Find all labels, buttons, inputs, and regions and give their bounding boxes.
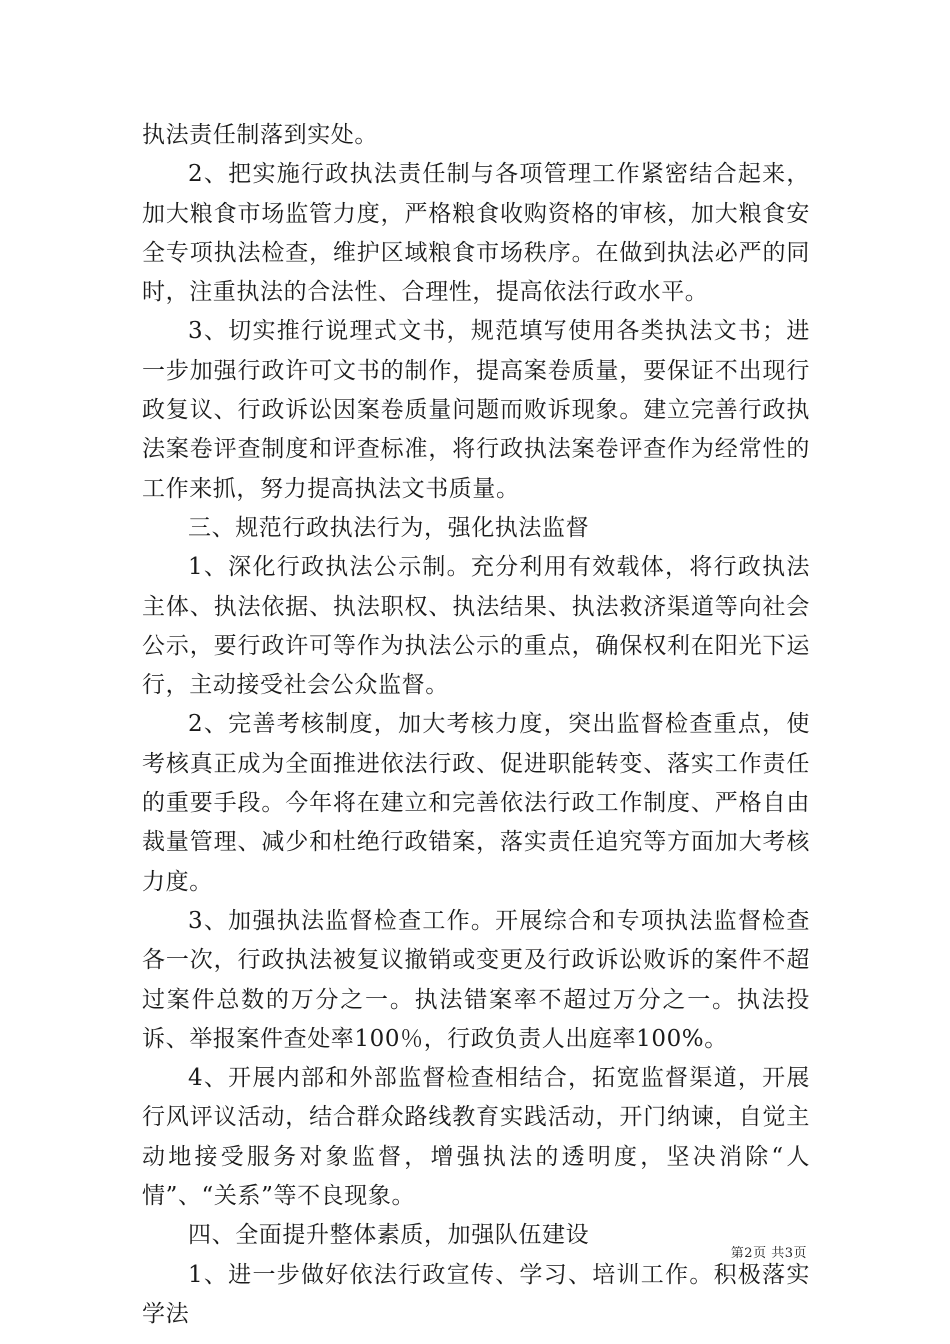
footer-total-pages: 3 (784, 1246, 794, 1261)
paragraph-10: 1、进一步做好依法行政宣传、学习、培训工作。积极落实学法 (142, 1261, 810, 1327)
footer-suffix: 页 (793, 1246, 807, 1261)
footer-current-page: 2 (744, 1246, 754, 1261)
paragraph-3: 3、切实推行说理式文书，规范填写使用各类执法文书；进一步加强行政许可文书的制作，提高案卷质量，要保证不出现行政复议、行政诉讼因案卷质量问题而败诉现象。建立完善行政执法案卷评查制度和评查标准，将行政执法案卷评查作为经常性的工作来抓，努力提高执法文书质量。 (142, 318, 810, 502)
paragraph-8: 4、开展内部和外部监督检查相结合，拓宽监督渠道，开展行风评议活动，结合群众路线教育实践活动，开门纳谏，自觉主动地接受服务对象监督，增强执法的透明度，坚决消除“人情”、“关系”等不良现象。 (142, 1065, 810, 1210)
paragraph-5: 1、深化行政执法公示制。充分利用有效载体，将行政执法主体、执法依据、执法职权、执法结果、执法救济渠道等向社会公示，要行政许可等作为执法公示的重点，确保权利在阳光下运行，主动接受社会公众监督。 (142, 554, 810, 699)
footer-prefix: 第 (730, 1246, 745, 1261)
page-footer (731, 1246, 807, 1262)
footer-middle: 页 共 (753, 1246, 785, 1261)
paragraph-6: 2、完善考核制度，加大考核力度，突出监督检查重点，使考核真正成为全面推进依法行政、促进职能转变、落实工作责任的重要手段。今年将在建立和完善依法行政工作制度、严格自由裁量管理、减少和杜绝行政错案，落实责任追究等方面加大考核力度。 (142, 711, 810, 895)
section-heading-4: 四、全面提升整体素质，加强队伍建设 (188, 1222, 590, 1249)
document-body (142, 116, 810, 1334)
section-heading-3: 三、规范行政执法行为，强化执法监督 (188, 514, 590, 541)
paragraph-2: 2、把实施行政执法责任制与各项管理工作紧密结合起来，加大粮食市场监管力度，严格粮食收购资格的审核，加大粮食安全专项执法检查，维护区域粮食市场秩序。在做到执法必严的同时，注重执法的合法性、合理性，提高依法行政水平。 (142, 161, 810, 306)
paragraph-7: 3、加强执法监督检查工作。开展综合和专项执法监督检查各一次，行政执法被复议撤销或变更及行政诉讼败诉的案件不超过案件总数的万分之一。执法错案率不超过万分之一。执法投诉、举报案件查处率100％，行政负责人出庭率100%。 (142, 907, 810, 1052)
paragraph-1: 执法责任制落到实处。 (142, 122, 378, 148)
